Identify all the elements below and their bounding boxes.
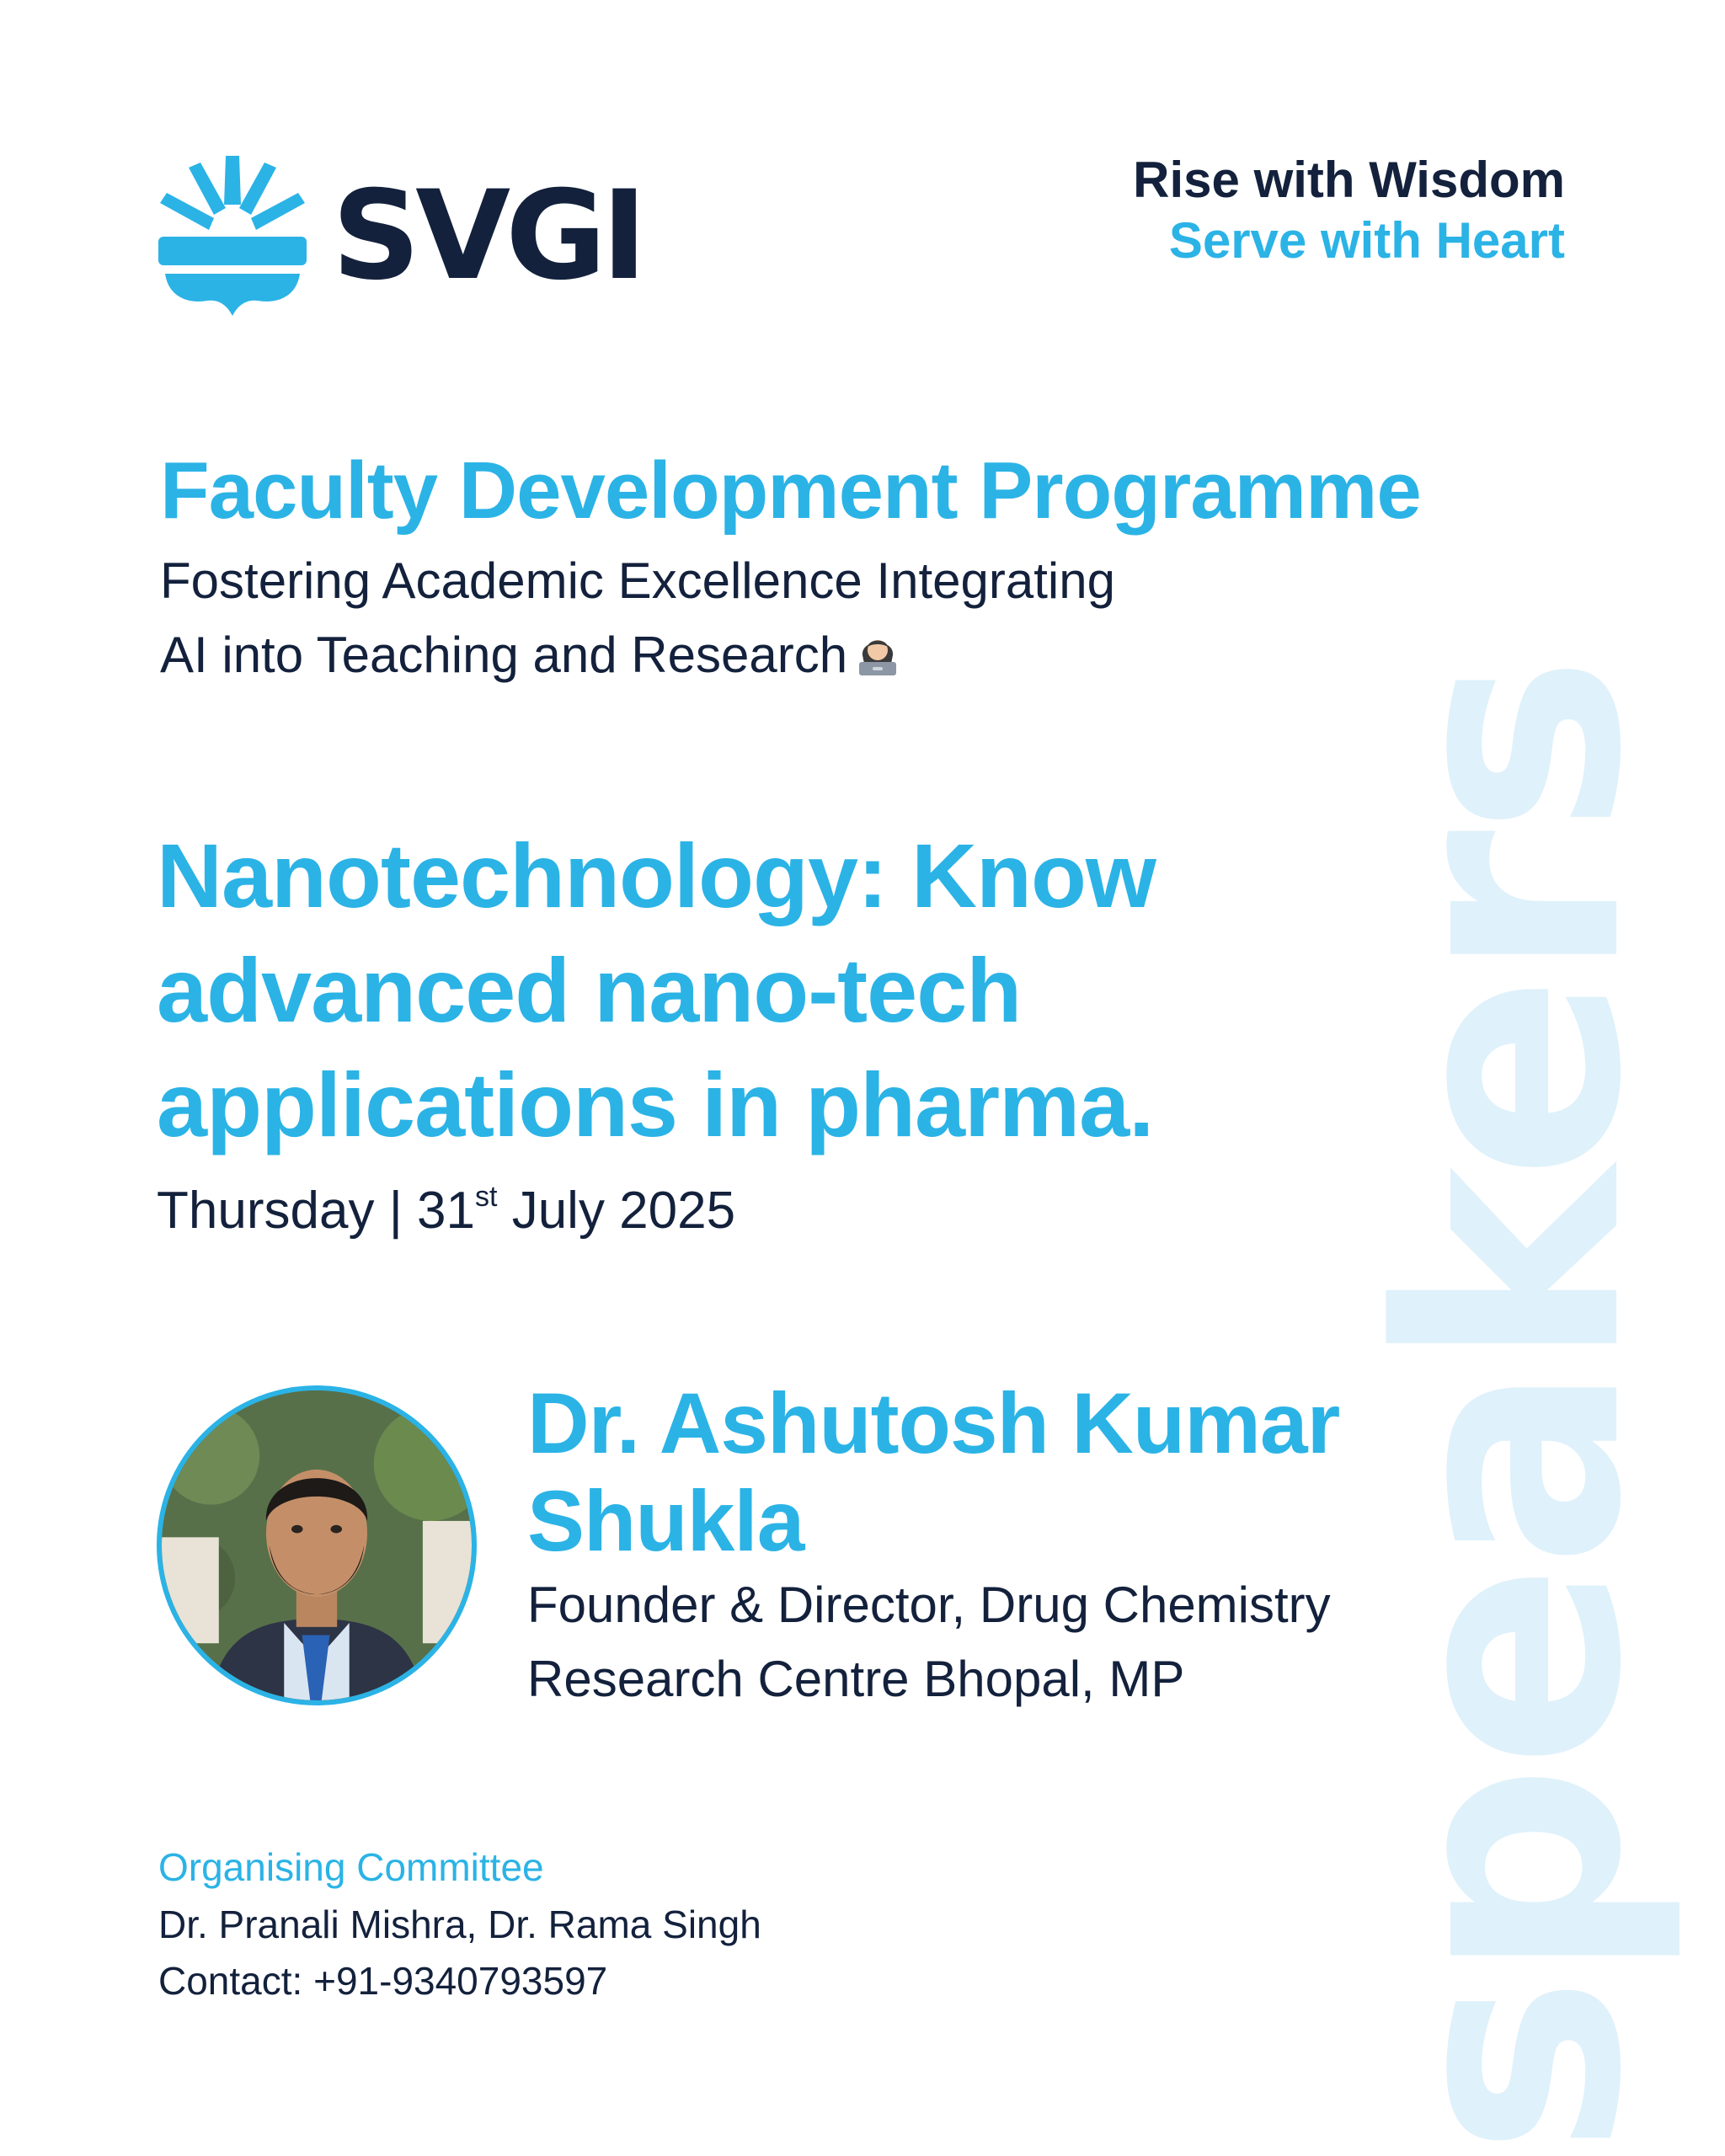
speaker-photo bbox=[157, 1385, 477, 1705]
session-topic bbox=[157, 819, 1156, 1162]
date-weekday: Thursday bbox=[157, 1182, 375, 1240]
speaker-role-line-1: Founder & Director, Drug Chemistry bbox=[527, 1577, 1331, 1633]
brand-name: SVGI bbox=[332, 164, 643, 307]
organising-committee-label: Organising Committee bbox=[158, 1845, 544, 1889]
lotus-emblem-icon bbox=[158, 156, 307, 316]
date-month-year: July 2025 bbox=[511, 1182, 736, 1240]
brand-logo bbox=[158, 156, 642, 316]
speaker-role-line-2: Research Centre Bhopal, MP bbox=[527, 1651, 1185, 1707]
tagline-line-1: Rise with Wisdom bbox=[1133, 152, 1565, 208]
programme-subtitle-line-1: Fostering Academic Excellence Integrating bbox=[160, 552, 1115, 609]
date-ordinal: st bbox=[475, 1181, 498, 1213]
organising-contact: Contact: +91-9340793597 bbox=[158, 1959, 608, 2003]
session-date bbox=[157, 1181, 735, 1241]
brand-tagline bbox=[1133, 150, 1565, 271]
programme-title: Faculty Development Programme bbox=[160, 446, 1421, 536]
speaker-name-line-1: Dr. Ashutosh Kumar bbox=[527, 1375, 1340, 1471]
speakers-watermark: speakers bbox=[1335, 659, 1688, 2156]
organising-committee-members: Dr. Pranali Mishra, Dr. Rama Singh bbox=[158, 1903, 761, 1946]
tagline-line-2: Serve with Heart bbox=[1168, 212, 1565, 269]
programme-subtitle-line-2-wrap bbox=[160, 618, 1115, 692]
topic-line-1: Nanotechnology: Know bbox=[157, 825, 1156, 926]
speaker-name bbox=[527, 1374, 1339, 1570]
topic-line-3: applications in pharma. bbox=[157, 1054, 1154, 1155]
programme-subtitle bbox=[160, 544, 1115, 692]
speaker-name-line-2: Shukla bbox=[527, 1473, 804, 1569]
date-separator: | bbox=[388, 1182, 403, 1240]
date-day: 31 bbox=[417, 1182, 475, 1240]
topic-line-2: advanced nano-tech bbox=[157, 939, 1022, 1041]
programme-subtitle-line-2: AI into Teaching and Research bbox=[160, 627, 848, 683]
speaker-photo-illustration bbox=[162, 1390, 472, 1700]
speaker-role bbox=[527, 1568, 1331, 1716]
woman-technologist-icon bbox=[854, 630, 901, 677]
